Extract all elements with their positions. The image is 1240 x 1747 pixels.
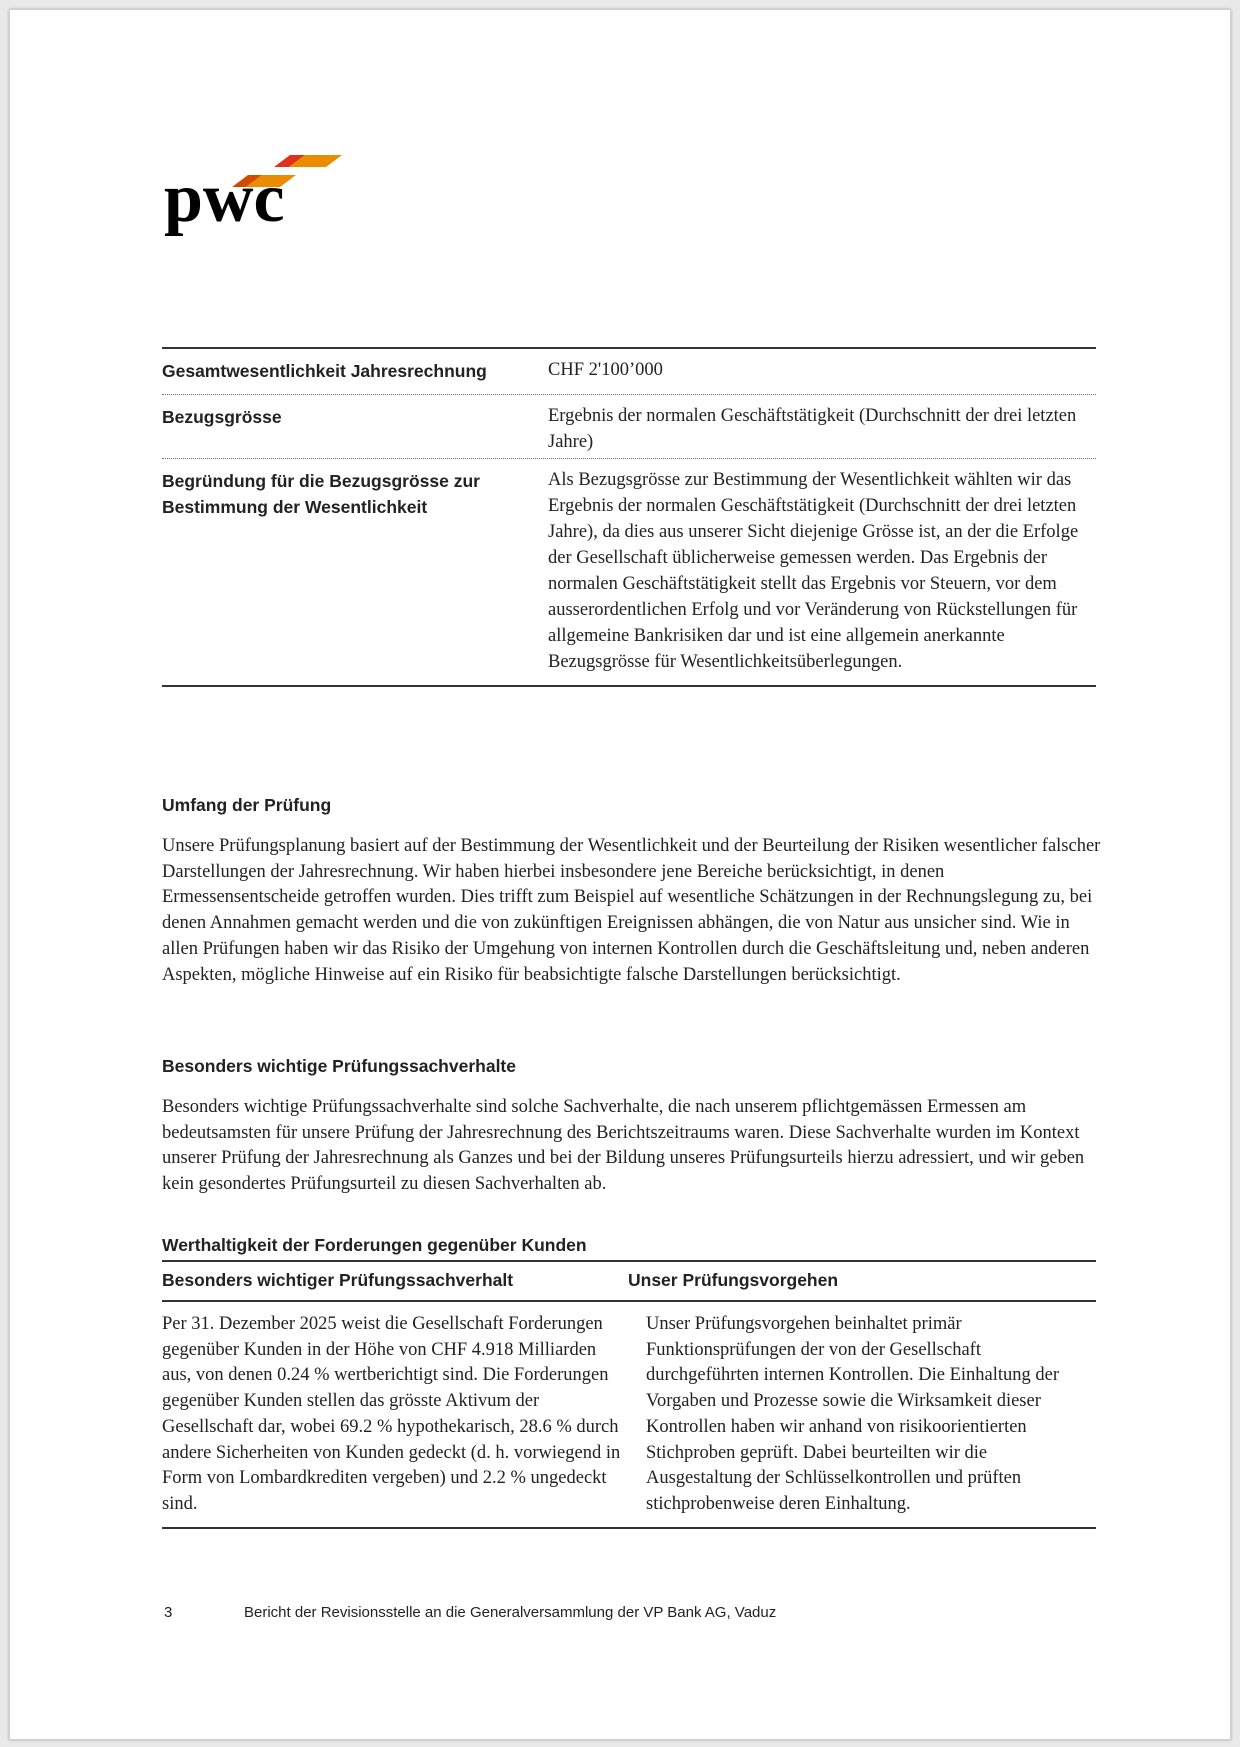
document-page — [9, 9, 1231, 1740]
table-cell: Unser Prüfungsvorgehen beinhaltet primär Funktionsprüfungen der von der Gesellschaft durchgeführten internen Kontrollen. Die Einhaltung der Vorgaben und Prozesse sowie die Wirksamkeit dieser Kontrollen haben wir anhand von risikoorientierten Stichproben geprüft. Dabei beurteilten wir die Ausgestaltung der Schlüsselkontrollen und prüften stichprobenweise deren Einhaltung. — [646, 1314, 1060, 1514]
column-header: Besonders wichtiger Prüfungssachverhalt — [162, 1270, 514, 1290]
materiality-table — [162, 347, 1096, 687]
table-cell: Per 31. Dezember 2025 weist die Gesellschaft Forderungen gegenüber Kunden in der Höhe von CHF 4.918 Milliarden aus, von denen 0.24 % wertberichtigt sind. Die Forderungen gegenüber Kunden stellen das grösste Aktivum der Gesellschaft dar, wobei 69.2 % hypothekarisch, 28.6 % durch andere Sicherheiten von Kunden gedeckt (d. h. vorwiegend in Form von Lombardkrediten vergeben) und 2.2 % ungedeckt sind. — [162, 1314, 621, 1514]
section-heading-kam: Werthaltigkeit der Forderungen gegenüber Kunden — [162, 1235, 587, 1255]
row-value: CHF 2'100’000 — [548, 360, 663, 380]
section-heading-kam-intro: Besonders wichtige Prüfungssachverhalte — [162, 1056, 516, 1076]
row-value: Ergebnis der normalen Geschäftstätigkeit (Durchschnitt der drei letzten Jahre) — [548, 406, 1077, 452]
logo-wordmark: pwc — [164, 160, 285, 237]
table-row — [162, 459, 1096, 687]
section-text-umfang: Unsere Prüfungsplanung basiert auf der Bestimmung der Wesentlichkeit und der Beurteilung der Risiken wesentlicher falscher Darstellungen der Jahresrechnung. Wir haben hierbei insbesondere jene Bereiche berücksichtigt, in denen Ermessensentscheide getroffen wurden. Dies trifft zum Beispiel auf wesentliche Schätzungen in der Rechnungslegung zu, bei denen Annahmen gemacht werden und die von zukünftigen Ereignissen abhängen, die von Natur aus unsicher sind. Wie in allen Prüfungen haben wir das Risiko der Umgehung von internen Kontrollen durch die Geschäftsleitung und, neben anderen Aspekten, mögliche Hinweise auf ein Risiko für beabsichtigte falsche Darstellungen berücksichtigt. — [162, 836, 1101, 985]
table-row — [162, 1302, 1096, 1529]
pwc-logo — [164, 149, 344, 249]
section-heading-umfang: Umfang der Prüfung — [162, 795, 332, 815]
kam-table — [162, 1260, 1096, 1529]
page-number: 3 — [164, 1604, 173, 1621]
row-value: Als Bezugsgrösse zur Bestimmung der Wesentlichkeit wählten wir das Ergebnis der normalen Geschäftstätigkeit (Durchschnitt der drei letzten Jahre), da dies aus unserer Sicht diejenige Grösse ist, an der die Erfolge der Gesellschaft üblicherweise gemessen werden. Das Ergebnis der normalen Geschäftstätigkeit stellt das Ergebnis vor Steuern, vor dem ausserordentlichen Erfolg und vor Veränderung von Rückstellungen für allgemeine Bankrisiken dar und ist eine allgemein anerkannte Bezugsgrösse für Wesentlichkeitsüberlegungen. — [548, 470, 1079, 672]
row-label: Bezugsgrösse — [162, 407, 282, 427]
table-row — [162, 395, 1096, 459]
row-label: Gesamtwesentlichkeit Jahresrechnung — [162, 361, 487, 381]
table-row — [162, 347, 1096, 395]
row-label: Begründung für die Bezugsgrösse zur Bestimmung der Wesentlichkeit — [162, 471, 480, 517]
section-text-kam-intro: Besonders wichtige Prüfungssachverhalte sind solche Sachverhalte, die nach unserem pflichtgemässen Ermessen am bedeutsamsten für unsere Prüfung der Jahresrechnung des Berichtszeitraums waren. Diese Sachverhalte wurden im Kontext unserer Prüfung der Jahresrechnung als Ganzes und bei der Bildung unseres Prüfungsurteils hierzu adressiert, und wir geben kein gesondertes Prüfungsurteil zu diesen Sachverhalten ab. — [162, 1097, 1085, 1195]
footer-text: Bericht der Revisionsstelle an die Generalversammlung der VP Bank AG, Vaduz — [244, 1604, 777, 1621]
column-header: Unser Prüfungsvorgehen — [628, 1270, 839, 1290]
table-header — [162, 1260, 1096, 1302]
